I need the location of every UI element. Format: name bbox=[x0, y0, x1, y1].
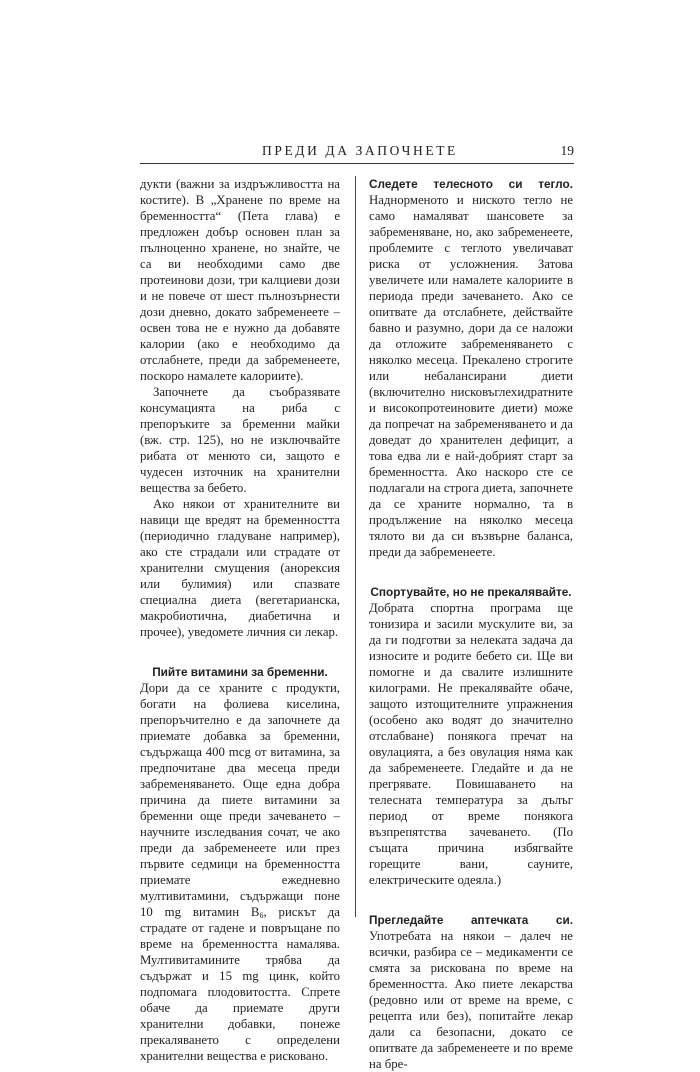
section-heading-vitamins: Пийте витамини за бременни. bbox=[152, 665, 328, 679]
paragraph-sport: Добрата спортна програма ще тонизира и засили мускулите ви, за да ги подготви за нелеката задача да износите и родите бебето си. Ще ви помогне и да свалите излишните килограми. Не прекалявайте обаче, защото изтощителните упражнения (особено ако водят до значително отслабване) понякога пречат на овулацията, а без овулация няма как да забременеете. Гледайте и да не прегрявате. Повишаването на телесната температура за дълъг период от време понякога възпрепятства зачеването. (По същата причина избягвайте горещите вани, сауните, електрическите одеяла.) bbox=[369, 601, 573, 887]
running-head-title: ПРЕДИ ДА ЗАПОЧНЕТЕ bbox=[262, 143, 458, 158]
paragraph-medicine: Употребата на някои – далеч не всички, разбира се – медикаменти се смята за рискована по време на бременността. Ако пиете лекарства (редовно или от време на време, с рецепта или без), попитайте лекар дали са безопасни, докато се опитвате да забременеете и по време на бре- bbox=[369, 929, 573, 1071]
paragraph-vitamins-b: , рискът да страдате от гадене и повръщане по време на бременността намалява. Мултивитамините трябва да съдържат и 15 mg цинк, който подпомага плодовитостта. Спрете обаче да приемате други хранителни добавки, понеже прекаляването с определени хранителни вещества е рисковано. bbox=[140, 905, 340, 1063]
paragraph-nutrition-plan: дукти (важни за издръжливостта на костите). В „Хранене по време на бременността“ (Пета глава) е предложен добър основен план за пълноценно хранене, но знайте, че са ви необходими само две протеинови дози, три калциеви дози и не повече от шест пълнозърнести дози дневно, докато забременеете – освен това не е нужно да добавяте калории (ако е необходимо да отслабнете, преди да забременеете, поскоро намалете калориите). bbox=[140, 177, 340, 383]
page-number: 19 bbox=[560, 143, 574, 158]
section-gap bbox=[369, 560, 573, 584]
paragraph-eating-habits: Ако някои от хранителните ви навици ще вредят на бременността (периодично гладуване например), ако сте страдали или страдате от хранителни смущения (анорексия или булимия) или спазвате специална диета (вегетарианска, макробиотична, диабетична и прочее), уведомете личния си лекар. bbox=[140, 497, 340, 639]
left-column bbox=[140, 176, 340, 1064]
section-heading-weight: Следете телесното си тегло. bbox=[369, 177, 573, 191]
section-heading-medicine: Прегледайте аптечката си. bbox=[369, 913, 573, 927]
paragraph-weight: Наднорменото и ниското тегло не само намаляват шансовете за забременяване, но, ако забременеете, проблемите с теглото увеличават риска от усложнения. Затова увеличете или намалете калориите в периода преди зачеването. Ако се опитвате да отслабнете, действайте бавно и разумно, дори да се наложи да отложите забременяването с няколко месеца. Прекалено строгите или небалансирани диети (включително нисковъглехидратните и високопротеиновите диети) може да попречат на забременяването и да доведат до хранителен дефицит, а това едва ли е най-добрият старт за бременността. Ако наскоро сте се подлагали на строга диета, започнете да се храните нормално, та в продължение на няколко месеца тялото ви да си възвърне баланса, преди да забременеете. bbox=[369, 193, 573, 559]
column-rule bbox=[355, 176, 356, 917]
paragraph-vitamins-a: Дори да се храните с продукти, богати на фолиева киселина, препоръчително е да започнете да приемате добавка за бременни, съдържаща 400 mcg от витамина, за предпочитане два месеца преди забременяването. Още една добра причина да пиете витамини за бременни още преди зачеването – научните изследвания сочат, че ако преди да забременеете или през първите седмици на бременността приемате ежедневно мултивитамини, съдържащи поне 10 mg витамин B bbox=[140, 681, 340, 919]
right-column bbox=[369, 176, 573, 1072]
section-weight bbox=[369, 176, 573, 560]
paragraph-fish: Започнете да съобразявате консумацията на риба с препоръките за бременни майки (вж. стр. 125), но не изключвайте рибата от менюто си, защото е чудесен източник на хранителни вещества за бебето. bbox=[140, 385, 340, 495]
section-medicine bbox=[369, 912, 573, 1072]
section-gap bbox=[369, 888, 573, 912]
section-gap bbox=[140, 640, 340, 664]
running-head bbox=[140, 143, 574, 163]
header-rule bbox=[140, 163, 574, 164]
section-heading-sport: Спортувайте, но не прекалявайте. bbox=[370, 585, 572, 599]
vitamin-subscript: 6 bbox=[259, 911, 264, 920]
section-sport bbox=[369, 584, 573, 888]
section-vitamins bbox=[140, 664, 340, 1064]
